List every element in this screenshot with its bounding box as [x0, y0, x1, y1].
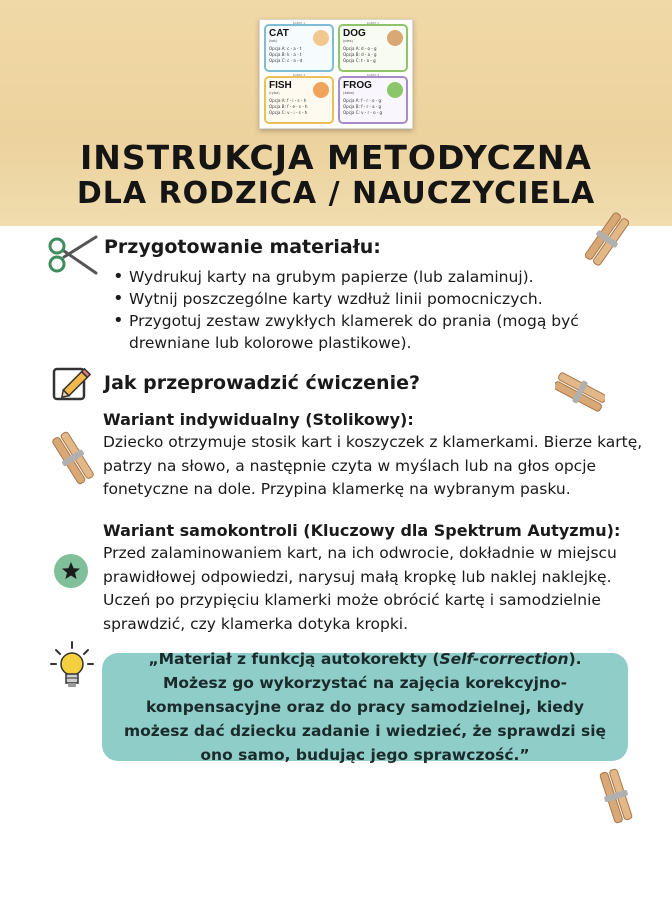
- card-option: Opcja B: f - e - s - h: [269, 104, 308, 109]
- card-preview-sheet: [259, 19, 413, 129]
- card-translation: (kot): [269, 39, 278, 43]
- card-option: Opcja C: v - i - s - h: [269, 110, 308, 115]
- quote-text-end: ). Możesz go wykorzystać na zajęcia korekcyjno-kompensacyjne oraz do pracy samodzielnej, kiedy możesz dać dziecku zadanie i wiedzieć, że sprawdzi się ono samo, budując jego sprawczość.”: [123, 650, 607, 764]
- variant-selfcheck-heading: Wariant samokontroli (Kluczowy dla Spektrum Autyzmu):: [103, 521, 621, 540]
- cat-icon: [313, 30, 329, 46]
- section-preparation-heading: Przygotowanie materiału:: [104, 236, 381, 258]
- clothespin-icon: [48, 430, 98, 486]
- page-title-line1: INSTRUKCJA METODYCZNA: [80, 138, 592, 177]
- list-item: • Wydrukuj karty na grubym papierze (lub zalaminuj).: [113, 266, 583, 288]
- card-option: Opcja B: d - a - g: [343, 52, 377, 57]
- star-icon: [53, 553, 89, 589]
- quote-text-start: „Materiał z funkcją autokorekty (: [148, 650, 440, 668]
- clothespin-icon: [585, 210, 629, 268]
- page-title-line2: DLA RODZICA / NAUCZYCIELA: [76, 176, 596, 211]
- card-word: FROG: [343, 80, 372, 91]
- card-option: Opcja A: c - a - t: [269, 46, 302, 51]
- frog-icon: [387, 82, 403, 98]
- card-option: Opcja B: f - r - a - g: [343, 104, 382, 109]
- variant-individual-text: Dziecko otrzymuje stosik kart i koszyczek z klamerkami. Bierze kartę, patrzy na słowo, a następnie czyta w myślach lub na głos opcje fonetyczne na dole. Przypina klamerkę na wybranym pasku.: [103, 433, 643, 498]
- card-translation: (ryba): [269, 91, 280, 95]
- card-translation: (żaba): [343, 91, 355, 95]
- card-option: Opcja A: d - o - g: [343, 46, 377, 51]
- clothespin-icon: [555, 370, 605, 414]
- list-item: • Wytnij poszczególne karty wzdłuż linii pomocniczych.: [113, 288, 583, 310]
- scissors-icon: [46, 233, 98, 277]
- variant-selfcheck-text: Przed zalaminowaniem kart, na ich odwrocie, dokładnie w miejscu prawidłowej odpowiedzi, narysuj małą kropkę lub naklej naklejkę. Uczeń po przypięciu klamerki może obrócić kartę i samodzielnie sprawdzić, czy klamerka dotyka kropki.: [103, 544, 617, 633]
- card-option: Opcja C: c - a - d: [269, 58, 303, 63]
- card-tag: KARTA 3: [292, 73, 306, 77]
- card-option: Opcja C: v - r - o - g: [343, 110, 383, 115]
- clothespin-icon: [596, 768, 636, 824]
- preview-card-frog: [338, 73, 408, 124]
- card-tag: KARTA 4: [366, 73, 380, 77]
- preview-card-dog: [338, 21, 408, 72]
- self-correction-quote: [102, 650, 628, 764]
- preview-card-cat: [264, 21, 334, 72]
- card-option: Opcja B: k - a - t: [269, 52, 302, 57]
- quote-text: [120, 647, 610, 767]
- card-translation: (pies): [343, 39, 353, 43]
- card-word: FISH: [269, 80, 292, 91]
- section-howto-heading: Jak przeprowadzić ćwiczenie?: [104, 372, 420, 394]
- quote-text-italic: Self-correction: [439, 650, 569, 668]
- card-tag: KARTA 2: [366, 21, 380, 25]
- card-tag: KARTA 1: [292, 21, 306, 25]
- card-option: Opcja C: t - o - g: [343, 58, 376, 63]
- card-word: CAT: [269, 28, 289, 39]
- lightbulb-icon: [50, 640, 94, 694]
- dog-icon: [387, 30, 403, 46]
- preparation-list: [113, 266, 583, 354]
- fish-icon: [313, 82, 329, 98]
- pencil-icon: [52, 365, 94, 401]
- card-option: Opcja A: f - i - s - h: [269, 98, 307, 103]
- preview-card-fish: [264, 73, 334, 124]
- variant-individual-heading: Wariant indywidualny (Stolikowy):: [103, 410, 414, 429]
- list-item: • Przygotuj zestaw zwykłych klamerek do prania (mogą być drewniane lub kolorowe plastikowe).: [113, 310, 583, 354]
- card-word: DOG: [343, 28, 366, 39]
- card-option: Opcja A: f - r - o - g: [343, 98, 382, 103]
